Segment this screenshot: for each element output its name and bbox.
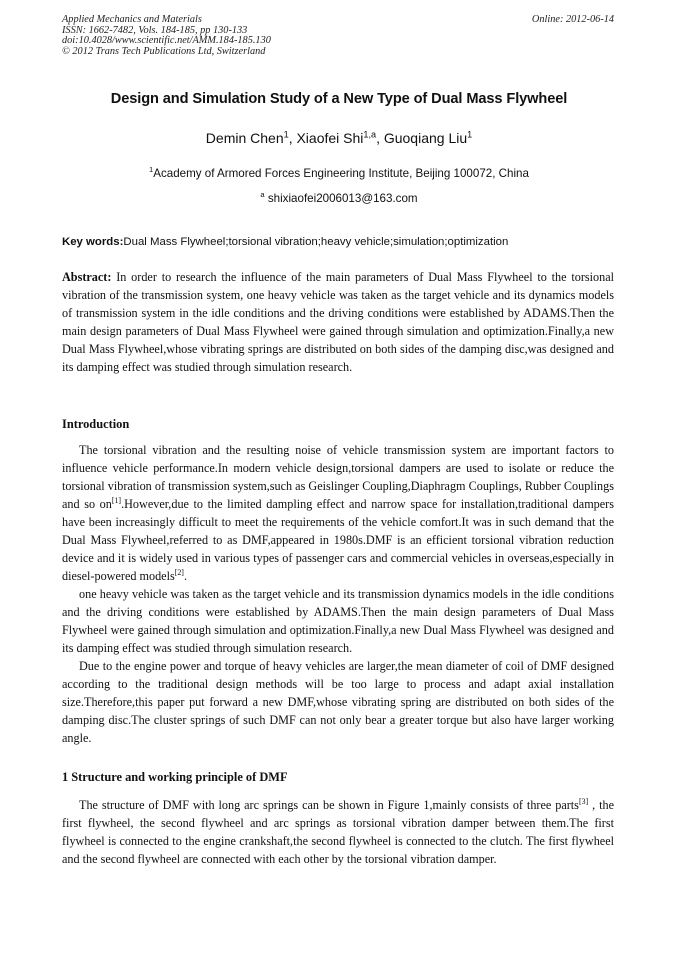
- introduction-body: [62, 441, 614, 747]
- doi-line: doi:10.4028/www.scientific.net/AMM.184-185.130: [62, 35, 271, 46]
- author-list: Demin Chen$^1$, Xiaofei Shi$^{1,a}$, Guoqiang Liu$^1$: [205, 129, 473, 146]
- intro-paragraph-3: Due to the engine power and torque of heavy vehicles are larger,the mean diameter of coil of DMF designed according to the traditional design methods will be too large to process and adapt axial installation size.Therefore,this paper put forward a new DMF,whose vibrating spring are distributed on both sides of the damping disc.The cluster springs of such DMF can not only bear a greater torque but also have larger working angle.: [62, 659, 614, 745]
- intro-p1-text-c: .: [183, 569, 187, 583]
- affiliation-superscript: 1: [149, 165, 154, 175]
- section-1-body: [62, 796, 614, 868]
- affiliation-text: Academy of Armored Forces Engineering Institute, Beijing 100072, China: [153, 167, 529, 180]
- s1-text-a: The structure of DMF with long arc springs can be shown in Figure 1,mainly consists of three parts: [79, 798, 579, 812]
- affiliation: [0, 167, 678, 180]
- intro-p1-text-b: .However,due to the limited dampling effect and narrow space for installation,traditional dampers have been increasingly difficult to meet the requirements of the vehicle comfort.It was in such demand that the Dual Mass Flywheel,referred to as DMF,appeared in 1980s.DMF is an efficient torsional vibration reduction device and it is widely used in various types of passenger cars and commercial vehicles in overseas,especially in diesel-powered models: [62, 497, 614, 583]
- email-superscript: a: [260, 190, 265, 200]
- journal-name: Applied Mechanics and Materials: [62, 14, 202, 25]
- author-name: Guoqiang Liu: [383, 130, 468, 146]
- copyright-line: © 2012 Trans Tech Publications Ltd, Switzerland: [62, 45, 266, 57]
- author-superscript: 1: [467, 129, 473, 140]
- paper-title: Design and Simulation Study of a New Type of Dual Mass Flywheel: [110, 91, 568, 107]
- keywords: [62, 236, 614, 248]
- journal-header: [62, 15, 614, 57]
- citation-ref: [1]: [111, 495, 122, 505]
- abstract: [62, 268, 614, 376]
- s1-text-b: , the first flywheel, the second flywheel and arc springs as torsional vibration damper between them.The first flywheel is connected to the engine crankshaft,the second flywheel is connected to the clutch. The first flywheel and the second flywheel are connected with each other by the torsional vibration damper.: [62, 798, 615, 866]
- issn-line: ISSN: 1662-7482, Vols. 184-185, pp 130-133: [62, 24, 248, 36]
- intro-paragraph-2: one heavy vehicle was taken as the target vehicle and its transmission dynamics models in the idle conditions and the driving conditions were established by ADAMS.Then the main design parameters of Dual Mass Flywheel were gained through simulation and optimization.Finally,a new Dual Mass Flywheel was designed and its damping effect was studied through simulation research.: [62, 587, 614, 655]
- intro-p1-text-a: The torsional vibration and the resulting noise of vehicle transmission system are important factors to influence vehicle performance.In modern vehicle design,torsional dampers are used to isolate or reduce the torsional vibration of transmission system,such as Geislinger Coupling,Diaphragm Couplings, Rubber Couplings and so on: [62, 443, 614, 511]
- section-1-heading: 1 Structure and working principle of DMF: [62, 770, 288, 784]
- citation-ref: [2]: [174, 567, 184, 577]
- author-name: Xiaofei Shi: [296, 130, 364, 146]
- abstract-label: Abstract:: [62, 270, 112, 284]
- author-superscript: 1: [283, 129, 289, 140]
- author-email: [0, 192, 678, 205]
- author-name: Demin Chen: [205, 130, 284, 146]
- intro-paragraph-1: [62, 441, 614, 585]
- section-1-paragraph: [62, 796, 614, 868]
- abstract-text: In order to research the influence of the main parameters of Dual Mass Flywheel to the torsional vibration of the transmission system, one heavy vehicle was taken as the target vehicle and its dynamics models of transmission system in the idle conditions and the driving conditions were established by ADAMS.Then the main design parameters of Dual Mass Flywheel were gained through simulation and optimization.Finally,a new Dual Mass Flywheel,whose vibrating springs are distributed on both sides of the damping disc,was designed and its damping effect was studied through simulation research.: [62, 270, 615, 374]
- keywords-label: Key words:: [62, 236, 124, 248]
- email-text: shixiaofei2006013@163.com: [267, 192, 418, 205]
- keywords-text: Dual Mass Flywheel;torsional vibration;heavy vehicle;simulation;optimization: [123, 236, 509, 248]
- citation-ref: [3]: [578, 796, 589, 806]
- online-date: Online: 2012-06-14: [531, 14, 614, 25]
- author-superscript: 1,a: [363, 129, 377, 140]
- introduction-heading: Introduction: [62, 417, 130, 431]
